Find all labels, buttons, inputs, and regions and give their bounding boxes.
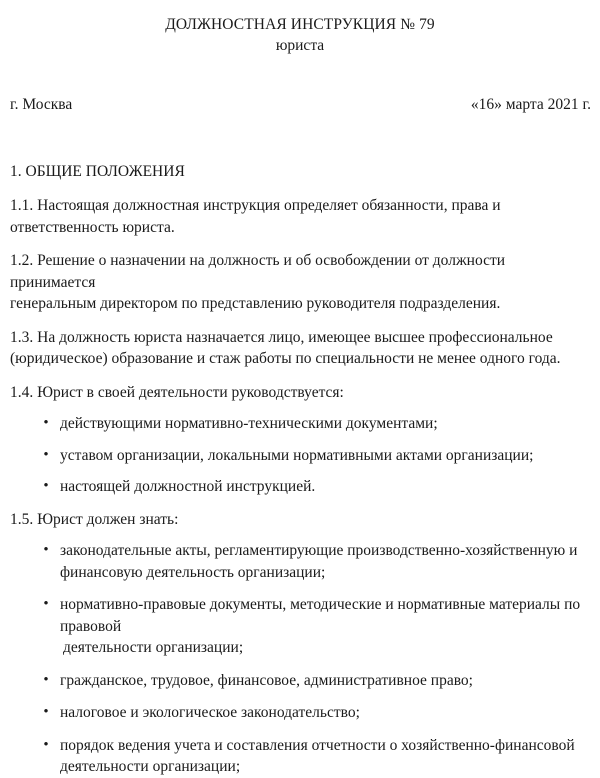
list-item-label: гражданское, трудовое, финансовое, административное право; (60, 671, 473, 689)
document-header (0, 0, 600, 56)
bullet-icon: • (43, 478, 49, 494)
bullet-icon: • (43, 596, 49, 612)
clause-1-2 (10, 250, 590, 315)
list-item-label: настоящей должностной инструкцией. (60, 478, 316, 495)
list-item-label: действующими нормативно-техническими документами; (60, 415, 438, 432)
bullet-icon: • (43, 736, 49, 753)
bullet-icon: • (43, 446, 49, 463)
bullet-icon: • (43, 704, 49, 720)
bullet-icon: • (43, 542, 49, 558)
bullet-icon: • (43, 415, 49, 431)
list-item (10, 594, 590, 659)
list-item-label: уставом организации, локальными нормативными актами организации; (60, 446, 534, 464)
document-place: г. Москва (10, 96, 73, 113)
clause-1-4-lead: 1.4. Юрист в своей деятельности руководствуется: (10, 383, 344, 401)
document-body (0, 162, 600, 778)
bullet-icon: • (43, 671, 49, 688)
list-item (10, 540, 590, 583)
clause-1-5-list (10, 540, 590, 778)
list-item (10, 476, 590, 498)
document-date: «16» марта 2021 г. (470, 96, 591, 113)
clause-1-4-list (10, 413, 590, 498)
list-item-label: налоговое и экологическое законодательство; (60, 704, 360, 721)
list-item (10, 445, 590, 467)
clause-1-1: 1.1. Настоящая должностная инструкция определяет обязанности, права и ответственность юриста. (10, 197, 501, 236)
list-item (10, 735, 590, 778)
document-subtitle: юриста (275, 37, 325, 54)
list-item (10, 413, 590, 435)
section-heading-1: 1. ОБЩИЕ ПОЛОЖЕНИЯ (10, 163, 185, 180)
clause-1-3: 1.3. На должность юриста назначается лицо, имеющее высшее профессиональное (юридическое) образование и стаж работы по специальности не менее одного года. (10, 328, 561, 367)
document-title: ДОЛЖНОСТНАЯ ИНСТРУКЦИЯ № 79 (165, 16, 435, 33)
list-item-label: законодательные акты, регламентирующие производственно-хозяйственную и финансовую деятельность организации; (60, 542, 578, 581)
clause-1-2-line-2: генеральным директором по представлению руководителя подразделения. (10, 295, 501, 312)
list-item (10, 702, 590, 724)
list-item-label: порядок ведения учета и составления отчетности о хозяйственно-финансовой деятельности организации; (60, 736, 575, 775)
clause-1-2-line-1: 1.2. Решение о назначении на должность и об освобождении от должности принимается (10, 252, 506, 291)
list-item (10, 670, 590, 692)
list-item-label: нормативно-правовые документы, методические и нормативные материалы по правовой (60, 596, 581, 635)
clause-1-5-lead: 1.5. Юрист должен знать: (10, 510, 179, 528)
place-date-line (0, 95, 600, 115)
list-item-continuation: деятельности организации; (63, 639, 244, 656)
